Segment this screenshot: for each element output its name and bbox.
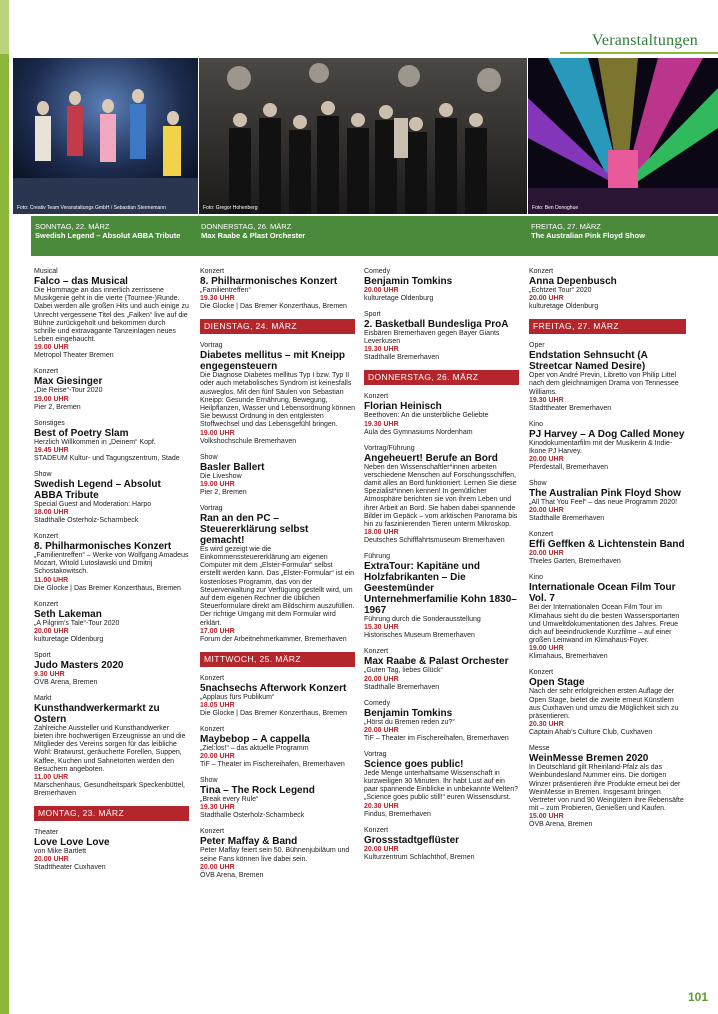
event-time: 19.00 UHR: [200, 480, 235, 488]
event-title: Falco – das Musical: [34, 276, 128, 287]
event-listing: [364, 648, 519, 691]
event-description: von Mike Bartlett: [34, 848, 87, 856]
page-header: [9, 0, 718, 54]
event-title: Judo Masters 2020: [34, 659, 124, 671]
event-description: Die Hommage an das innerlich zerrissene Musikgenie geht in die vierte (Tournee-)Runde. Dabei werden alle großen Hits und auch einige zu Unrecht vergessene Titel des „Falken“ live auf die Bühne zurückgeholt und bekommen durch schrille und extravagante Tanzeinlagen neues Leben eingehaucht.: [34, 287, 189, 344]
event-description: Neben den Wissenschaftler*innen arbeiten verschiedene Menschen auf Forschungsschiffen, damit alles an Bord funktioniert. Lernen Sie diese Spezialist*innen kennen! In gemütlicher Atmosphäre berichten sie von ihrem Leben und ihrer Arbeit an Bord. Sie haben dabei spannende Bilder im Gepäck – vom arktischen Panorama bis hin zu faszinierenden Tieren unterm Mikroskop.: [364, 463, 518, 529]
event-time: 19.00 UHR: [34, 344, 69, 352]
event-description: Peter Maffay feiert sein 50. Bühnenjubiläum und seine Fans können live dabei sein.: [200, 847, 350, 863]
event-description: „A Pilgrim’s Tale“-Tour 2020: [34, 619, 120, 627]
event-venue: Stadthalle Bremerhaven: [364, 683, 440, 691]
event-time: 20.30 UHR: [364, 802, 399, 810]
event-listing: [364, 700, 519, 743]
caption-date: SONNTAG, 22. MÄRZ: [35, 222, 110, 231]
event-time: 19.30 UHR: [200, 295, 235, 303]
event-time: 20.00 UHR: [364, 726, 399, 734]
event-category: Sonstiges: [34, 419, 65, 427]
event-description: Eisbären Bremerhaven gegen Bayer Giants Leverkusen: [364, 330, 500, 346]
event-venue: Historisches Museum Bremerhaven: [364, 632, 475, 640]
event-category: Vortrag: [364, 750, 387, 758]
event-venue: Pier 2, Bremen: [200, 488, 247, 496]
event-listing: [200, 454, 355, 497]
caption-date: DONNERSTAG, 26. MÄRZ: [201, 222, 292, 231]
event-listing: [34, 368, 189, 411]
event-listing: [529, 268, 686, 311]
event-description: Es wird gezeigt wie die Einkommenssteuererklärung am eigenen Computer mit dem „Elster-Formular“ selbst erstellt werden kann. Das „Elster-Formular“ ist ein kostenloses Programm, das von der Steuerverwaltung zur Verfügung gestellt wird, um auf dem eigenen Rechner die üblichen Steuerformulare direkt am Bildschirm auszufüllen. Der richtige Umgang mit dem Formular wird erklärt.: [200, 545, 355, 627]
event-venue: Pier 2, Bremen: [34, 403, 81, 411]
event-time: 19.30 UHR: [200, 804, 235, 812]
event-time: 17.00 UHR: [200, 627, 235, 635]
event-description: Zahlreiche Aussteller und Kunsthandwerker bieten ihre hochwertigen Erzeugnisse an und die Mitglieder des Vereins sorgen für das leibliche Wohl: Bratwurst, geräucherte Forellen, Suppen, Kaffee, Kuchen und Sahnetorten werden den Besuchern angeboten.: [34, 724, 186, 773]
event-title: Kunsthandwerkermarkt zu Ostern: [34, 702, 160, 725]
photo-max-raabe-orchestra: [199, 58, 527, 214]
event-venue: kulturetage Oldenburg: [529, 303, 599, 311]
event-time: 19.30 UHR: [529, 396, 564, 404]
event-listing: [529, 480, 686, 523]
event-category: Konzert: [200, 674, 225, 682]
event-category: Vortrag: [200, 342, 223, 350]
event-venue: kulturetage Oldenburg: [364, 295, 434, 302]
event-category: Konzert: [34, 600, 59, 608]
event-description: Die Diagnose Diabetes mellitus Typ I bzw. Typ II oder auch metabolisches Syndrom ist keinesfalls ausweglos. Mit den fünf Säulen von Sebastian Kneipp: Gesunde Ernährung, Bewegung, Heilpflanzen, Wasser und Lebensordnung können Sie bewusst Ordnung in den entgleisten Stoffwechsel und das Lebensgefühl bringen.: [200, 372, 356, 429]
header-rule: [560, 52, 718, 54]
event-time: 11.00 UHR: [34, 774, 69, 782]
event-venue: ÖVB Arena, Bremen: [34, 678, 98, 686]
event-column-2: [200, 268, 355, 888]
event-listing: [529, 342, 686, 413]
event-venue: ÖVB Arena, Bremen: [529, 821, 593, 829]
event-listing: [364, 311, 519, 362]
event-title: Maybebop – A cappella: [200, 734, 310, 746]
photo-caption: [31, 216, 197, 256]
event-category: Vortrag/Führung: [364, 444, 415, 452]
event-listing: [200, 726, 355, 769]
event-title: Max Raabe & Palast Orchester: [364, 656, 509, 668]
event-venue: Die Glocke | Das Bremer Konzerthaus, Bremen: [200, 710, 347, 718]
event-time: 20.00 UHR: [200, 863, 235, 871]
event-description: „Break every Rule“: [200, 796, 259, 804]
event-description: „Applaus fürs Publikum“: [200, 693, 275, 701]
event-category: Konzert: [529, 669, 554, 677]
event-listing: [529, 574, 686, 661]
event-category: Konzert: [200, 268, 225, 275]
event-category: Konzert: [364, 393, 389, 401]
event-venue: Forum der Arbeitnehmerkammer, Bremerhaven: [200, 635, 347, 643]
event-description: Führung durch die Sonderausstellung: [364, 616, 481, 624]
event-listing: [364, 751, 519, 819]
event-listing: [529, 421, 686, 472]
event-category: Comedy: [364, 268, 391, 275]
event-title: Max Giesinger: [34, 376, 103, 388]
event-time: 20.00 UHR: [529, 295, 564, 303]
event-listing: [200, 342, 355, 445]
event-listing: [34, 652, 189, 687]
photo-credit: Foto: Gregor Hohenberg: [203, 205, 258, 211]
event-venue: Aula des Gymnasiums Nordenham: [364, 428, 473, 436]
event-venue: TiF – Theater im Fischereihafen, Bremerhaven: [200, 761, 345, 769]
photo-caption: [527, 216, 718, 256]
event-listing: [200, 505, 355, 644]
event-venue: Findus, Bremerhaven: [364, 810, 431, 818]
event-venue: kulturetage Oldenburg: [34, 635, 104, 643]
photo-caption: [197, 216, 527, 256]
side-stripe-accent: [0, 0, 9, 54]
caption-title: The Australian Pink Floyd Show: [531, 231, 645, 240]
event-category: Konzert: [34, 368, 59, 376]
event-venue: Stadttheater Cuxhaven: [34, 864, 106, 872]
event-listing: [34, 695, 189, 798]
event-listing: [529, 745, 686, 829]
event-title: 2. Basketball Bundesliga ProA: [364, 319, 509, 330]
event-time: 19.00 UHR: [200, 429, 235, 437]
event-title: Best of Poetry Slam: [34, 427, 129, 439]
event-time: 20.00 UHR: [364, 287, 399, 294]
event-time: 19.45 UHR: [34, 446, 69, 454]
event-venue: Thieles Garten, Bremerhaven: [529, 558, 621, 566]
event-listing: [529, 669, 686, 737]
event-venue: Marschenhaus, Gesundheitspark Speckenbüttel, Bremerhaven: [34, 782, 185, 798]
event-venue: Die Glocke | Das Bremer Konzerthaus, Bremen: [34, 584, 181, 592]
event-listing: [200, 777, 355, 820]
event-title: PJ Harvey – A Dog Called Money: [529, 428, 685, 440]
event-title: Open Stage: [529, 677, 585, 689]
event-category: Markt: [34, 694, 52, 702]
event-description: Bei der Internationalen Ocean Film Tour im Klimahaus sieht du die besten Wassersportarten und Umweltdokumentationen des Jahres. Freue dich auf beeindruckende Kurzfilme – auf einer großen Leinwand im Klimahaus-Foyer.: [529, 604, 680, 645]
event-venue: Deutsches Schifffahrtsmuseum Bremerhaven: [364, 537, 505, 545]
event-description: Kinodokumentarfilm mit der Musikerin & Indie-Ikone PJ Harvey.: [529, 439, 673, 456]
event-listing: [34, 268, 189, 360]
event-time: 19.00 UHR: [34, 395, 69, 403]
event-category: Messe: [529, 745, 550, 753]
event-title: 8. Philharmonisches Konzert: [34, 541, 172, 553]
event-listing: [200, 268, 355, 311]
event-category: Führung: [364, 553, 391, 561]
event-title: WeinMesse Bremen 2020: [529, 753, 649, 765]
event-time: 18.05 UHR: [200, 702, 235, 710]
day-heading: MONTAG, 23. MÄRZ: [34, 806, 189, 821]
event-listing: [34, 601, 189, 644]
event-category: Show: [200, 453, 218, 461]
event-time: 18.00 UHR: [34, 509, 69, 517]
event-title: Florian Heinisch: [364, 401, 442, 413]
event-description: „Hörst du Bremen reden zu?“: [364, 718, 455, 726]
caption-title: Max Raabe & Plast Orchester: [201, 231, 306, 240]
event-title: Benjamin Tomkins: [364, 276, 453, 287]
event-title: Swedish Legend – Absolut ABBA Tribute: [34, 478, 161, 501]
event-time: 20.00 UHR: [34, 856, 69, 864]
event-title: Effi Geffken & Lichtenstein Band: [529, 539, 685, 551]
event-title: Angeheuert! Berufe an Bord: [364, 452, 498, 464]
event-listing: [364, 553, 519, 640]
event-category: Konzert: [364, 648, 389, 656]
event-time: 15.00 UHR: [529, 813, 564, 821]
day-heading: DONNERSTAG, 26. MÄRZ: [364, 370, 519, 385]
event-category: Konzert: [529, 531, 554, 539]
event-description: „Familientreffen“ – Werke von Wolfgang Amadeus Mozart, Witold Lutosławski und Dmitrij Schostakowitsch.: [34, 552, 189, 576]
event-venue: Klimahaus, Bremerhaven: [529, 653, 608, 661]
event-title: Science goes public!: [364, 758, 464, 770]
event-time: 19.30 UHR: [364, 420, 399, 428]
event-description: „Ziel:los!“ – das aktuelle Programm: [200, 745, 309, 753]
event-listing: [364, 268, 519, 303]
event-column-4: [529, 268, 686, 837]
event-title: 8. Philharmonisches Konzert: [200, 276, 338, 287]
section-title: Veranstaltungen: [591, 32, 698, 49]
event-listing: [364, 445, 519, 546]
event-time: 20.30 UHR: [529, 721, 564, 729]
event-title: Ran an den PC – Steuererklärung selbst gemacht!: [200, 512, 309, 546]
event-description: In Deutschland gilt Rheinland-Pfalz als das Weinbundesland Nummer eins. Die dortigen Winzer präsentieren ihre Produkte erneut bei der WeinMesse in Bremen. Insgesamt bringen Vertreter von rund 90 Weingütern ihre Rebensäfte mit – zum Probieren, Genießen und Kaufen.: [529, 764, 684, 813]
event-category: Kino: [529, 574, 544, 582]
event-time: 20.00 UHR: [364, 845, 399, 853]
event-title: 5nachsechs Afterwork Konzert: [200, 682, 347, 694]
event-column-1: [34, 268, 189, 880]
event-category: Vortrag: [200, 504, 223, 512]
event-description: Special Guest and Moderation: Harpo: [34, 500, 152, 508]
event-listing: [364, 827, 519, 862]
event-description: „Die Reise“-Tour 2020: [34, 387, 103, 395]
event-description: Beethoven: An die unsterbliche Geliebte: [364, 412, 489, 420]
event-category: Kino: [529, 420, 544, 428]
event-time: 18.00 UHR: [364, 529, 399, 537]
event-category: Comedy: [364, 699, 391, 707]
event-venue: TiF – Theater im Fischereihafen, Bremerhaven: [364, 734, 509, 742]
caption-date: FREITAG, 27. MÄRZ: [531, 222, 601, 231]
event-category: Konzert: [364, 826, 389, 834]
event-time: 20.00 UHR: [529, 456, 564, 464]
event-venue: Stadthalle Osterholz-Scharmbeck: [200, 812, 305, 820]
event-title: Endstation Sehnsucht (A Streetcar Named Desire): [529, 350, 648, 373]
event-description: „Echtzeit Tour“ 2020: [529, 287, 592, 294]
event-time: 20.00 UHR: [364, 675, 399, 683]
event-venue: ÖVB Arena, Bremen: [200, 871, 264, 879]
event-title: Peter Maffay & Band: [200, 836, 298, 848]
event-venue: Stadthalle Bremerhaven: [529, 515, 605, 523]
green-side-stripe: [0, 0, 9, 1014]
event-description: „Guten Tag, liebes Glück“: [364, 667, 443, 675]
event-category: Sport: [34, 651, 51, 659]
event-title: Tina – The Rock Legend: [200, 785, 315, 797]
event-description: Herzlich Willkommen in „Deinem“ Kopf.: [34, 438, 156, 446]
event-venue: STADEUM Kultur- und Tagungszentrum, Stade: [34, 454, 180, 462]
event-listing: [34, 471, 189, 525]
event-time: 11.00 UHR: [34, 576, 69, 584]
event-category: Show: [200, 777, 218, 785]
day-heading: DIENSTAG, 24. MÄRZ: [200, 319, 355, 334]
day-heading: FREITAG, 27. MÄRZ: [529, 319, 686, 334]
event-title: Internationale Ocean Film Tour Vol. 7: [529, 582, 676, 605]
event-venue: Stadthalle Bremerhaven: [364, 354, 440, 362]
event-description: Jede Menge unterhaltsame Wissenschaft in kurzweiligen 30 Minuten. Ihr habt Lust auf ein paar spannende Einblicke in unbekannte Welten? „Science goes public still!“ euren Wissensdurst.: [364, 769, 518, 802]
photo-credit: Foto: Creativ Team Veranstaltungs GmbH / Sebastian Stermemann: [17, 205, 166, 211]
event-time: 20.00 UHR: [34, 627, 69, 635]
event-listing: [34, 533, 189, 593]
event-category: Musical: [34, 268, 58, 275]
event-listing: [34, 420, 189, 463]
event-title: Anna Depenbusch: [529, 276, 617, 287]
photo-abba-tribute: [13, 58, 198, 214]
event-category: Theater: [34, 829, 59, 837]
event-category: Sport: [364, 311, 381, 318]
event-listing: [200, 828, 355, 879]
event-title: Seth Lakeman: [34, 608, 102, 620]
photo-credit: Foto: Ben Donoghue: [532, 205, 579, 211]
event-time: 9.30 UHR: [34, 670, 65, 678]
event-description: Oper von André Previn, Libretto von Philip Littel nach dem gleichnamigen Drama von Tennessee Williams.: [529, 372, 679, 396]
page-number: 101: [687, 990, 708, 1004]
event-listing: [529, 531, 686, 566]
event-category: Konzert: [200, 828, 225, 836]
event-description: „All That You Feel“ – das neue Programm 2020!: [529, 499, 678, 507]
event-title: ExtraTour: Kapitäne und Holzfabrikanten – Die Geestemünder Unternehmerfamilie Kohn 1830–1967: [364, 561, 517, 617]
event-time: 19.30 UHR: [364, 346, 399, 354]
event-time: 20.00 UHR: [200, 753, 235, 761]
event-category: Konzert: [34, 533, 59, 541]
event-time: 20.00 UHR: [529, 550, 564, 558]
event-venue: Kulturzentrum Schlachthof, Bremen: [364, 853, 475, 861]
day-heading: MITTWOCH, 25. MÄRZ: [200, 652, 355, 667]
event-time: 15.30 UHR: [364, 624, 399, 632]
event-description: „Familientreffen“: [200, 287, 251, 294]
event-time: 20.00 UHR: [529, 507, 564, 515]
event-title: Basler Ballert: [200, 461, 265, 473]
event-category: Oper: [529, 342, 545, 350]
event-listing: [34, 829, 189, 872]
event-listing: [200, 675, 355, 718]
event-time: 19.00 UHR: [529, 645, 564, 653]
event-venue: Volkshochschule Bremerhaven: [200, 437, 297, 445]
event-venue: Stadttheater Bremerhaven: [529, 404, 612, 412]
event-description: Nach der sehr erfolgreichen ersten Auflage der Open Stage, bietet die zweite erneut Künstlern aus Cuxhaven und umzu die Möglichkeit sich zu präsentieren.: [529, 688, 679, 721]
event-description: Die Liveshow: [200, 472, 242, 480]
event-title: Love Love Love: [34, 837, 110, 849]
event-category: Show: [529, 480, 547, 488]
event-venue: Stadthalle Osterholz-Scharmbeck: [34, 517, 139, 525]
event-category: Show: [34, 470, 52, 478]
event-category: Konzert: [529, 268, 554, 275]
event-venue: Captain Ahab’s Culture Club, Cuxhaven: [529, 729, 653, 737]
event-title: Benjamin Tomkins: [364, 707, 453, 719]
event-category: Konzert: [200, 726, 225, 734]
caption-title: Swedish Legend – Absolut ABBA Tribute: [35, 231, 181, 240]
event-venue: Pferdestall, Bremerhaven: [529, 464, 608, 472]
event-venue: Metropol Theater Bremen: [34, 352, 114, 360]
event-title: Grossstadtgeflüster: [364, 834, 460, 846]
event-column-3: [364, 268, 519, 870]
photo-pink-floyd-show: [528, 58, 718, 214]
event-title: The Australian Pink Floyd Show: [529, 488, 681, 500]
event-title: Diabetes mellitus – mit Kneipp engegensteuern: [200, 350, 346, 373]
event-listing: [364, 393, 519, 436]
event-venue: Die Glocke | Das Bremer Konzerthaus, Bremen: [200, 303, 347, 311]
